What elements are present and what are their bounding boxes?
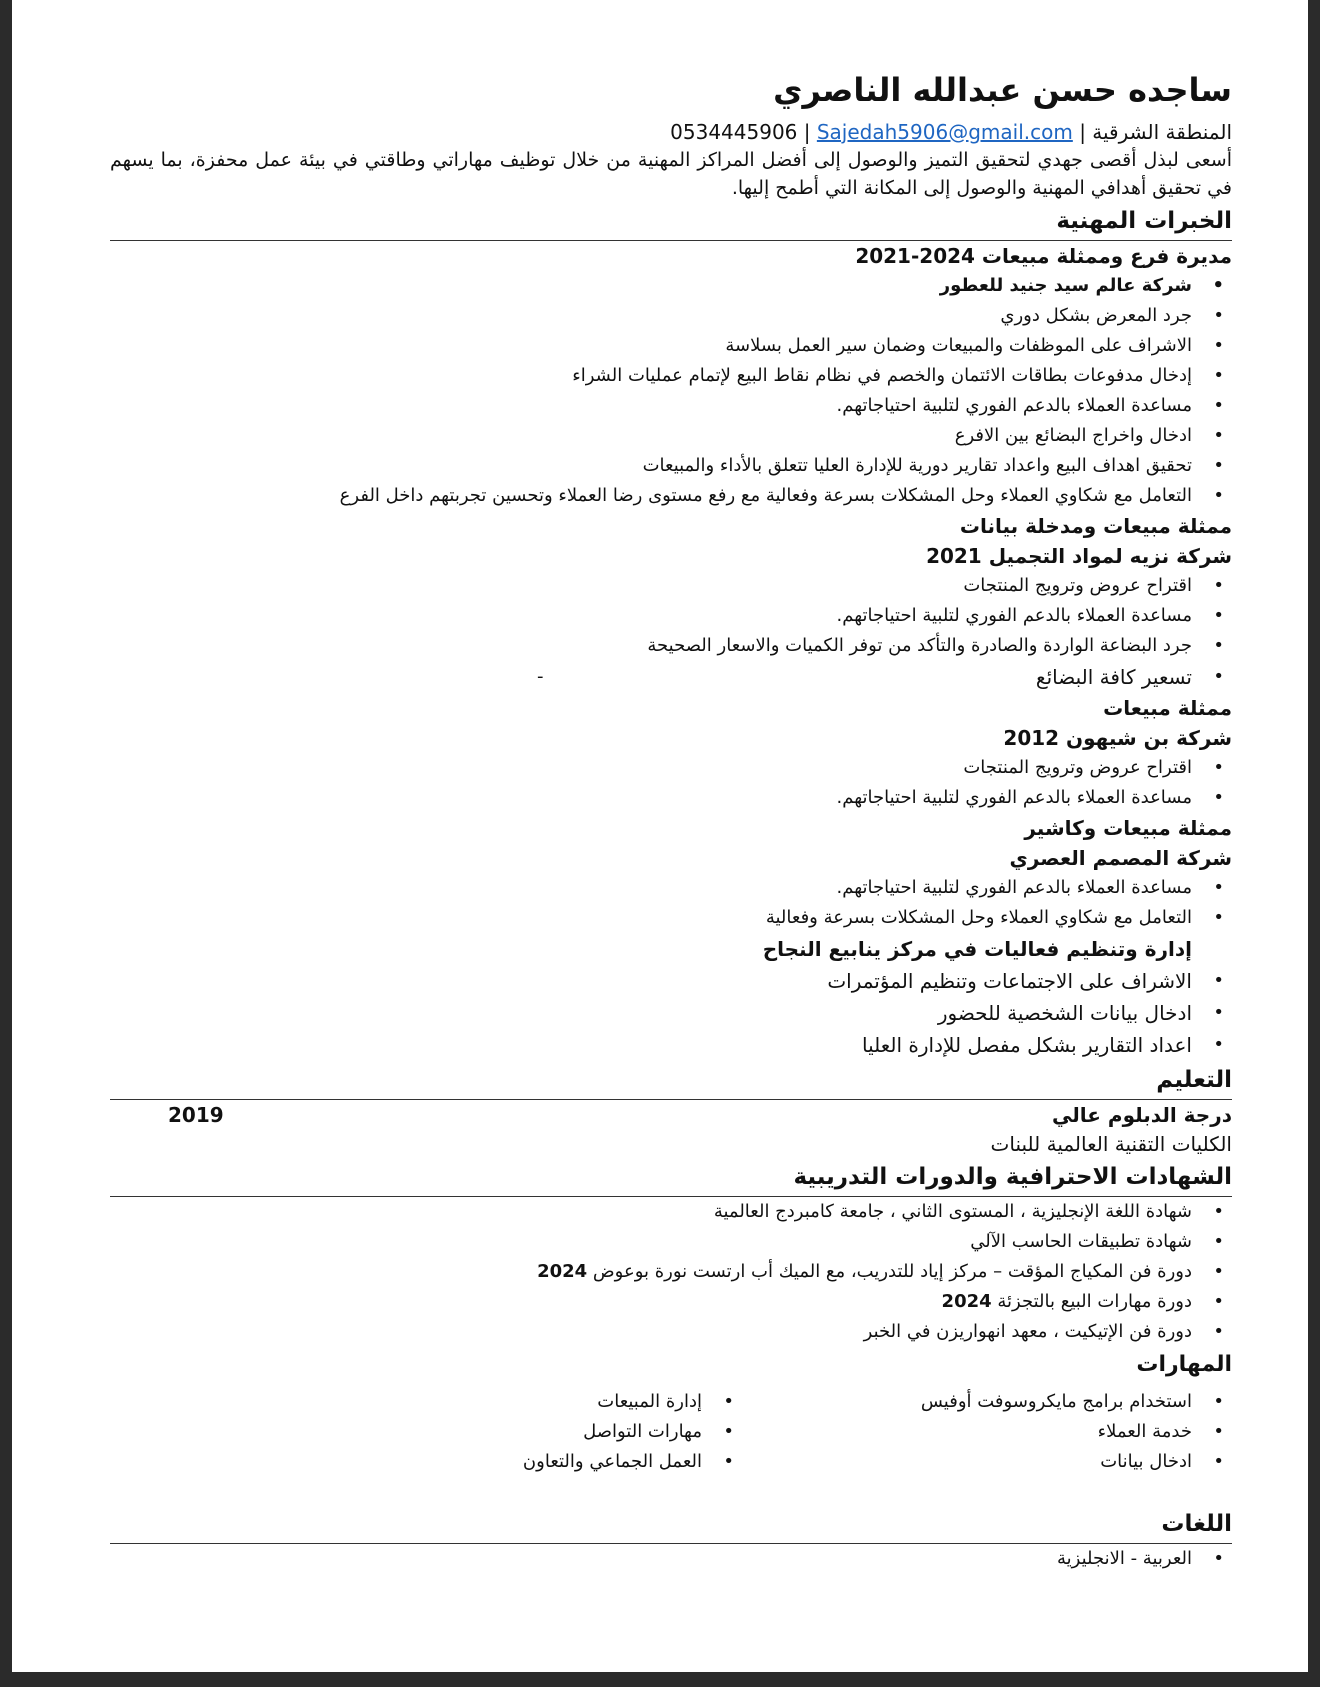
email-link[interactable]: Sajedah5906@gmail.com bbox=[816, 120, 1073, 144]
list-item: • العربية - الانجليزية bbox=[110, 1544, 1232, 1574]
events-heading: إدارة وتنظيم فعاليات في مركز ينابيع النجاح bbox=[762, 937, 1192, 961]
events-list bbox=[110, 965, 1232, 1061]
certificates-title: الشهادات الاحترافية والدورات التدريبية bbox=[110, 1160, 1232, 1197]
job-list bbox=[110, 753, 1232, 813]
list-item: • الاشراف على الاجتماعات وتنظيم المؤتمرات bbox=[110, 965, 1232, 997]
phone-number: 0534445906 bbox=[670, 120, 798, 144]
job-company: شركة نزيه لمواد التجميل 2021 bbox=[926, 544, 1232, 568]
job-company: شركة بن شيهون 2012 bbox=[1003, 726, 1232, 750]
list-item: • استخدام برامج مايكروسوفت أوفيس bbox=[742, 1387, 1232, 1417]
list-item: • ادخال بيانات الشخصية للحضور bbox=[110, 997, 1232, 1029]
list-item bbox=[110, 1227, 1232, 1257]
certificate-year: 2024 bbox=[537, 1261, 588, 1282]
list-item: • ادخال واخراج البضائع بين الافرع bbox=[110, 421, 1232, 451]
skills-columns bbox=[110, 1387, 1232, 1477]
list-item: • إدارة المبيعات bbox=[252, 1387, 742, 1417]
list-item: • ادخال بيانات bbox=[742, 1447, 1232, 1477]
job-list bbox=[110, 873, 1232, 933]
job-role: ممثلة مبيعات ومدخلة بيانات bbox=[959, 514, 1232, 538]
list-item bbox=[110, 1197, 1232, 1227]
job-list bbox=[110, 271, 1232, 511]
region: المنطقة الشرقية bbox=[1092, 120, 1232, 144]
list-item: • مساعدة العملاء بالدعم الفوري لتلبية احتياجاتهم. bbox=[110, 391, 1232, 421]
list-item-text: دورة فن المكياج المؤقت – مركز إياد للتدريب، مع الميك أب ارتست نورة بوعوض bbox=[592, 1261, 1192, 1282]
list-item-text: دورة مهارات البيع بالتجزئة bbox=[997, 1291, 1192, 1312]
skills-left-column bbox=[252, 1387, 742, 1477]
list-item: • مساعدة العملاء بالدعم الفوري لتلبية احتياجاتهم. bbox=[110, 783, 1232, 813]
job-company: شركة المصمم العصري bbox=[1009, 846, 1232, 870]
list-item: • مساعدة العملاء بالدعم الفوري لتلبية احتياجاتهم. bbox=[110, 873, 1232, 903]
job-company: • شركة عالم سيد جنيد للعطور bbox=[110, 271, 1232, 301]
list-item bbox=[110, 1287, 1232, 1317]
education-title: التعليم bbox=[110, 1063, 1232, 1100]
candidate-name: ساجده حسن عبدالله الناصري bbox=[773, 71, 1232, 109]
job-role: مديرة فرع وممثلة مبيعات 2024-2021 bbox=[855, 244, 1232, 268]
skills-title: المهارات bbox=[1136, 1352, 1232, 1377]
skills-right-column bbox=[742, 1387, 1232, 1477]
list-item: • مهارات التواصل bbox=[252, 1417, 742, 1447]
list-item: • خدمة العملاء bbox=[742, 1417, 1232, 1447]
list-item: • جرد البضاعة الواردة والصادرة والتأكد من توفر الكميات والاسعار الصحيحة bbox=[110, 631, 1232, 661]
separator: | bbox=[1079, 120, 1086, 144]
list-item bbox=[110, 1257, 1232, 1287]
list-item: • اقتراح عروض وترويج المنتجات bbox=[110, 753, 1232, 783]
degree: درجة الدبلوم عالي bbox=[1052, 1103, 1232, 1127]
resume-page bbox=[12, 0, 1308, 1672]
list-item bbox=[110, 1317, 1232, 1347]
resume-content bbox=[110, 62, 1232, 1574]
list-item: • اعداد التقارير بشكل مفصل للإدارة العليا bbox=[110, 1029, 1232, 1061]
list-item: • مساعدة العملاء بالدعم الفوري لتلبية احتياجاتهم. bbox=[110, 601, 1232, 631]
list-item-text: شهادة اللغة الإنجليزية ، المستوى الثاني ، جامعة كامبردج العالمية bbox=[713, 1201, 1192, 1222]
list-item-text: تسعير كافة البضائع bbox=[1035, 665, 1192, 689]
certificates-list bbox=[110, 1197, 1232, 1347]
job-role: ممثلة مبيعات bbox=[1103, 696, 1232, 720]
summary: أسعى لبذل أقصى جهدي لتحقيق التميز والوصول إلى أفضل المراكز المهنية من خلال توظيف مهاراتي وطاقتي في بيئة عمل محفزة، بما يسهم في تحقيق أهدافي المهنية والوصول إلى المكانة التي أطمح إليها. bbox=[110, 149, 1232, 199]
list-item bbox=[110, 661, 1232, 693]
list-item-text: شهادة تطبيقات الحاسب الآلي bbox=[970, 1231, 1192, 1252]
list-item: • اقتراح عروض وترويج المنتجات bbox=[110, 571, 1232, 601]
job-role: ممثلة مبيعات وكاشير bbox=[1024, 816, 1232, 840]
experience-title: الخبرات المهنية bbox=[110, 204, 1232, 241]
list-item-text: دورة فن الإتيكيت ، معهد انهواريزن في الخبر bbox=[863, 1321, 1192, 1342]
list-item: • العمل الجماعي والتعاون bbox=[252, 1447, 742, 1477]
contact-line bbox=[110, 118, 1232, 146]
graduation-year: 2019 bbox=[168, 1103, 224, 1127]
list-item: • جرد المعرض بشكل دوري bbox=[110, 301, 1232, 331]
list-item: • تحقيق اهداف البيع واعداد تقارير دورية للإدارة العليا تتعلق بالأداء والمبيعات bbox=[110, 451, 1232, 481]
list-item: • التعامل مع شكاوي العملاء وحل المشكلات بسرعة وفعالية bbox=[110, 903, 1232, 933]
languages-list bbox=[110, 1544, 1232, 1574]
education-row bbox=[110, 1100, 1232, 1130]
list-item: • التعامل مع شكاوي العملاء وحل المشكلات بسرعة وفعالية مع رفع مستوى رضا العملاء وتحسين تجربتهم داخل الفرع bbox=[110, 481, 1232, 511]
separator: | bbox=[803, 120, 811, 144]
list-item: • إدخال مدفوعات بطاقات الائتمان والخصم في نظام نقاط البيع لإتمام عمليات الشراء bbox=[110, 361, 1232, 391]
languages-title: اللغات bbox=[110, 1507, 1232, 1544]
job-list bbox=[110, 571, 1232, 693]
stray-dash: - bbox=[537, 666, 544, 687]
list-item: • الاشراف على الموظفات والمبيعات وضمان سير العمل بسلاسة bbox=[110, 331, 1232, 361]
institution: الكليات التقنية العالمية للبنات bbox=[990, 1132, 1232, 1156]
certificate-year: 2024 bbox=[941, 1291, 992, 1312]
